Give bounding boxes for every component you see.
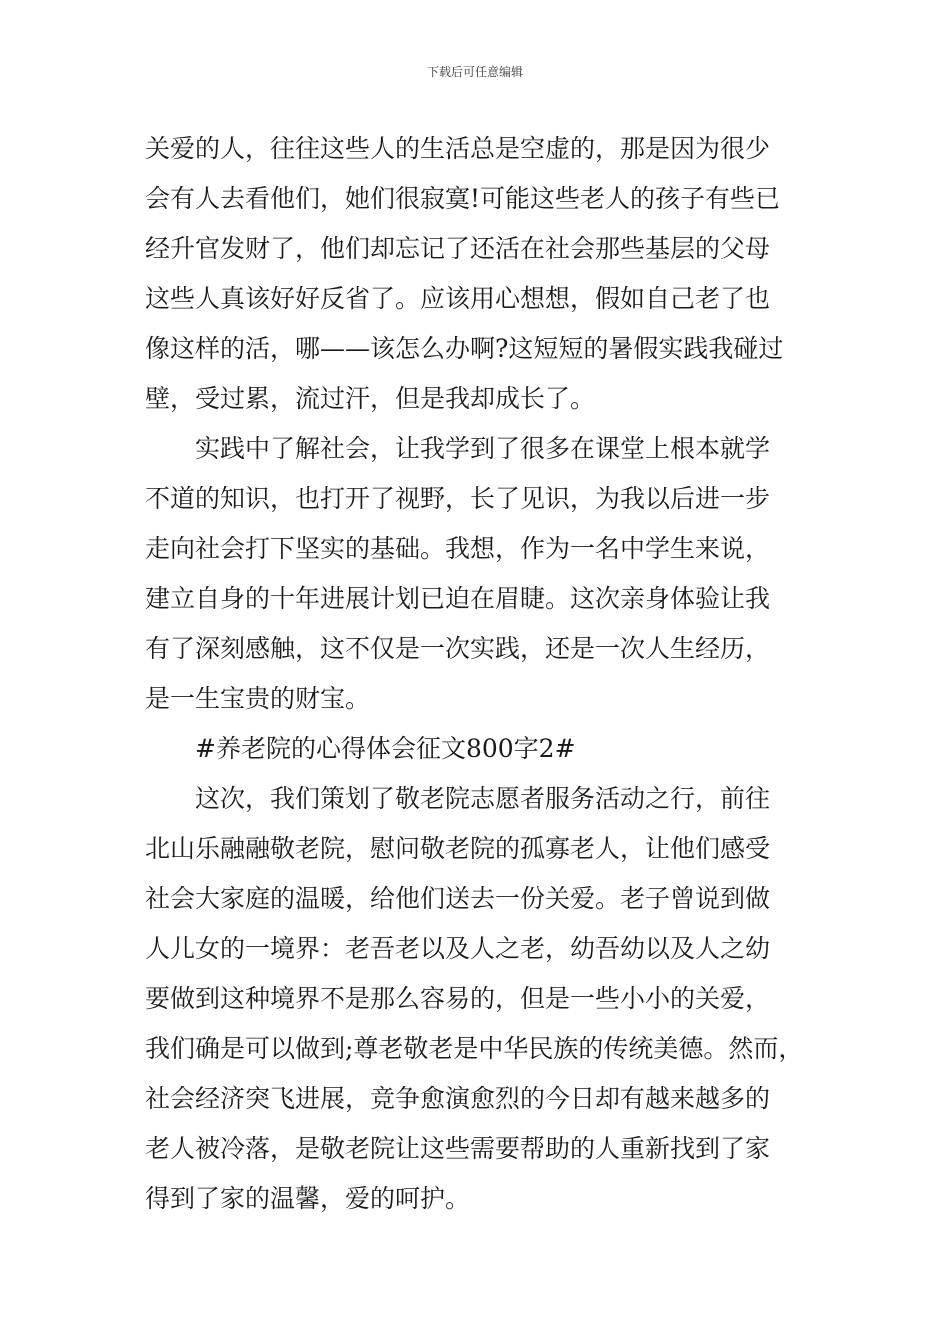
text-line: 不道的知识，也打开了视野，长了见识，为我以后进一步 bbox=[145, 484, 771, 513]
text-line: 会有人去看他们，她们很寂寞!可能这些老人的孩子有些已 bbox=[145, 184, 781, 213]
text-line: 社会经济突飞进展，竞争愈演愈烈的今日却有越来越多的 bbox=[145, 1084, 771, 1113]
text-line: 我们确是可以做到;尊老敬老是中华民族的传统美德。然而， bbox=[145, 1034, 804, 1063]
text-line: 有了深刻感触，这不仅是一次实践，还是一次人生经历， bbox=[145, 634, 771, 663]
text-line: 是一生宝贵的财宝。 bbox=[145, 684, 371, 713]
paragraph-start-line: 这次，我们策划了敬老院志愿者服务活动之行，前往 bbox=[195, 784, 771, 813]
page-header: 下载后可任意编辑 bbox=[426, 65, 523, 79]
text-line: 关爱的人，往往这些人的生活总是空虚的，那是因为很少 bbox=[145, 134, 771, 163]
text-line: 要做到这种境界不是那么容易的，但是一些小小的关爱， bbox=[145, 984, 771, 1013]
text-line: 建立自身的十年进展计划已迫在眉睫。这次亲身体验让我 bbox=[145, 584, 771, 613]
paragraph-start-line: 实践中了解社会，让我学到了很多在课堂上根本就学 bbox=[195, 434, 771, 463]
text-line: 这些人真该好好反省了。应该用心想想，假如自己老了也 bbox=[145, 284, 771, 313]
text-line: 经升官发财了，他们却忘记了还活在社会那些基层的父母 bbox=[145, 234, 771, 263]
text-line: 壁，受过累，流过汗，但是我却成长了。 bbox=[145, 384, 596, 413]
text-line: 人儿女的一境界：老吾老以及人之老，幼吾幼以及人之幼 bbox=[145, 934, 771, 963]
text-line: 北山乐融融敬老院，慰问敬老院的孤寡老人，让他们感受 bbox=[145, 834, 771, 863]
document-body bbox=[145, 124, 835, 1224]
text-line: 像这样的活，哪——该怎么办啊?这短短的暑假实践我碰过 bbox=[145, 334, 784, 363]
text-line: 社会大家庭的温暖，给他们送去一份关爱。老子曾说到做 bbox=[145, 884, 771, 913]
section-heading: #养老院的心得体会征文800字2# bbox=[195, 734, 576, 763]
text-line: 老人被冷落，是敬老院让这些需要帮助的人重新找到了家 bbox=[145, 1134, 771, 1163]
text-line: 走向社会打下坚实的基础。我想，作为一名中学生来说， bbox=[145, 534, 771, 563]
text-line: 得到了家的温馨，爱的呵护。 bbox=[145, 1184, 471, 1213]
